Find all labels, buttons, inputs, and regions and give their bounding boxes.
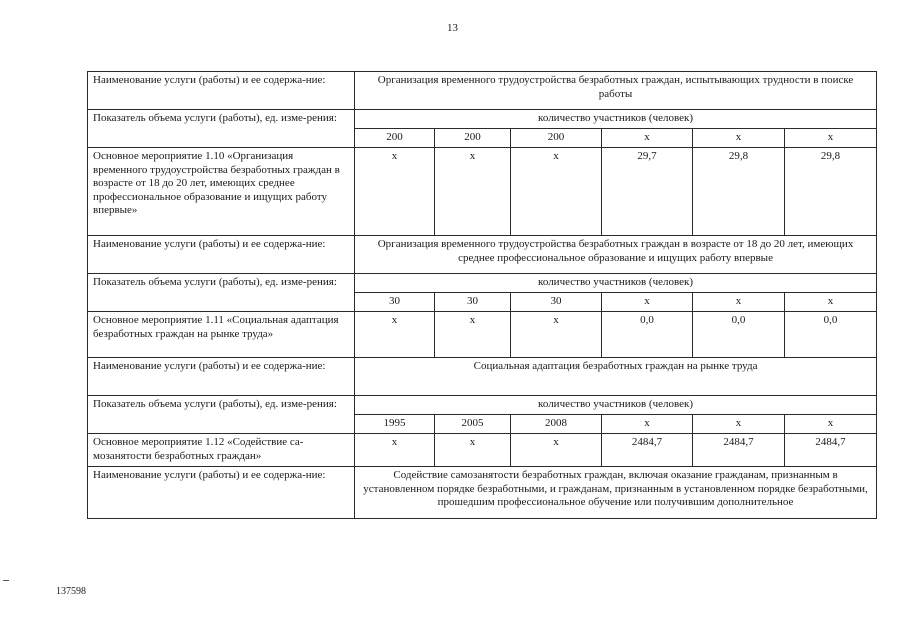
cost-cell: 29,8: [785, 148, 877, 236]
indicator-row: [88, 274, 877, 293]
indicator-unit: количество участников (человек): [355, 396, 877, 415]
scan-edge-mark: [3, 580, 9, 581]
cost-cell: x: [355, 312, 435, 358]
volume-cell: x: [785, 293, 877, 312]
cost-cell: 2484,7: [602, 434, 693, 467]
cost-cell: 2484,7: [693, 434, 785, 467]
cost-cell: 29,8: [693, 148, 785, 236]
cost-cell: x: [511, 148, 602, 236]
service-name-value: Организация временного трудоустройства безработных граждан, испытывающих трудности в поиске работы: [355, 72, 877, 110]
service-row: [88, 467, 877, 519]
indicator-label: Показатель объема услуги (работы), ед. изме-рения:: [88, 110, 355, 148]
volume-cell: x: [785, 129, 877, 148]
service-name-value: Организация временного трудоустройства безработных граждан в возрасте от 18 до 20 лет, имеющих среднее профессиональное образование и ищущих работу впервые: [355, 236, 877, 274]
page-number: 13: [447, 22, 458, 34]
cost-cell: 0,0: [602, 312, 693, 358]
measure-label: Основное мероприятие 1.12 «Содействие са-мозанятости безработных граждан»: [88, 434, 355, 467]
cost-cell: 29,7: [602, 148, 693, 236]
volume-cell: 30: [511, 293, 602, 312]
volume-cell: 200: [435, 129, 511, 148]
service-name-value: Содействие самозанятости безработных граждан, включая оказание гражданам, признанным в установленном порядке безработными, и гражданам, признанным в установленном порядке безработными, прошедшим профессиональное обучение или получившим дополнительное: [355, 467, 877, 519]
cost-cell: x: [511, 312, 602, 358]
volume-cell: 200: [355, 129, 435, 148]
volume-cell: x: [693, 293, 785, 312]
indicator-label: Показатель объема услуги (работы), ед. изме-рения:: [88, 396, 355, 434]
cost-cell: x: [511, 434, 602, 467]
indicator-row: [88, 110, 877, 129]
volume-cell: 30: [355, 293, 435, 312]
cost-cell: x: [355, 434, 435, 467]
indicator-unit: количество участников (человек): [355, 110, 877, 129]
measure-label: Основное мероприятие 1.10 «Организация временного трудоустройства безработных граждан в возрасте от 18 до 20 лет, имеющих среднее профессиональное образование и ищущих работу впервые»: [88, 148, 355, 236]
cost-cell: 0,0: [785, 312, 877, 358]
service-name-label: Наименование услуги (работы) и ее содержа-ние:: [88, 236, 355, 274]
service-name-label: Наименование услуги (работы) и ее содержа-ние:: [88, 467, 355, 519]
volume-cell: 30: [435, 293, 511, 312]
volume-cell: x: [693, 129, 785, 148]
service-name-label: Наименование услуги (работы) и ее содержа-ние:: [88, 358, 355, 396]
volume-cell: 200: [511, 129, 602, 148]
volume-cell: x: [602, 415, 693, 434]
cost-cell: x: [435, 312, 511, 358]
cost-cell: x: [355, 148, 435, 236]
indicator-unit: количество участников (человек): [355, 274, 877, 293]
cost-cell: x: [435, 148, 511, 236]
measure-row: [88, 434, 877, 467]
cost-cell: 0,0: [693, 312, 785, 358]
volume-cell: x: [785, 415, 877, 434]
volume-cell: x: [693, 415, 785, 434]
volume-cell: x: [602, 129, 693, 148]
indicator-label: Показатель объема услуги (работы), ед. изме-рения:: [88, 274, 355, 312]
volume-cell: 1995: [355, 415, 435, 434]
indicator-row: [88, 396, 877, 415]
service-name-value: Социальная адаптация безработных граждан на рынке труда: [355, 358, 877, 396]
measure-label: Основное мероприятие 1.11 «Социальная адаптация безработных граждан на рынке труда»: [88, 312, 355, 358]
cost-cell: x: [435, 434, 511, 467]
volume-cell: 2005: [435, 415, 511, 434]
service-row: [88, 236, 877, 274]
cost-cell: 2484,7: [785, 434, 877, 467]
service-row: [88, 358, 877, 396]
measure-row: [88, 312, 877, 358]
service-name-label: Наименование услуги (работы) и ее содержа-ние:: [88, 72, 355, 110]
volume-cell: 2008: [511, 415, 602, 434]
footer-document-code: 137598: [56, 586, 86, 597]
program-table: [87, 71, 877, 519]
service-row: [88, 72, 877, 110]
measure-row: [88, 148, 877, 236]
volume-cell: x: [602, 293, 693, 312]
